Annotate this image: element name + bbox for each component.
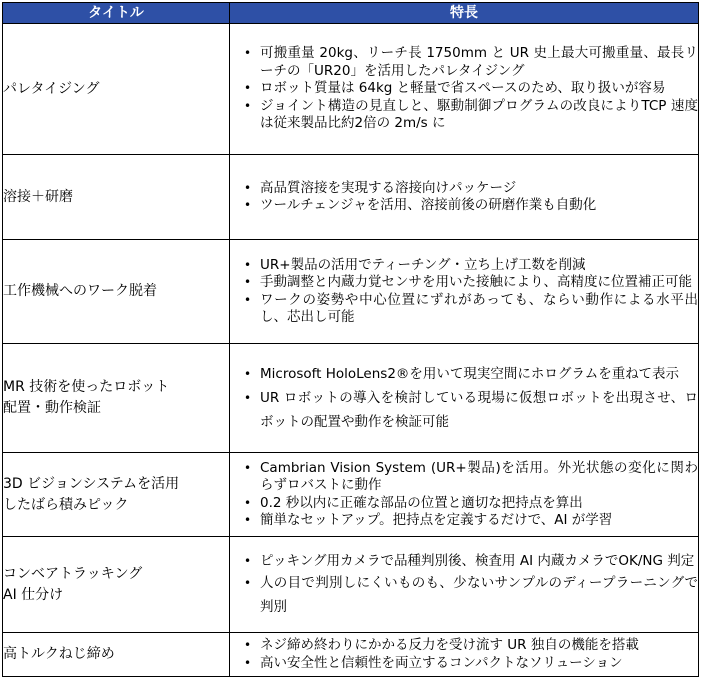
feature-item: • 高品質溶接を実現する溶接向けパッケージ: [244, 179, 517, 196]
row-features: [230, 24, 699, 155]
row-features: [230, 537, 699, 633]
header-features: 特長: [230, 3, 699, 24]
feature-item: • 高い安全性と信頼性を両立するコンパクトなソリューション: [244, 654, 623, 671]
bullet-icon: •: [244, 292, 252, 307]
feature-table: [2, 2, 699, 677]
table-row: [3, 155, 699, 240]
row-features: [230, 155, 699, 240]
feature-item: • Cambrian Vision System (UR+製品)を活用。外光状態の変化に関わらずロバストに動作: [244, 459, 698, 493]
feature-item: • 簡単なセットアップ。把持点を定義するだけで、AI が学習: [244, 512, 613, 528]
feature-item: • 手動調整と内蔵力覚センサを用いた接触により、高精度に位置補正可能: [244, 274, 692, 290]
table-row: [3, 453, 699, 537]
bullet-icon: •: [244, 513, 252, 527]
bullet-icon: •: [244, 638, 252, 652]
row-title: [3, 24, 230, 155]
table-row: [3, 240, 699, 344]
row-title: [3, 240, 230, 344]
row-title: [3, 453, 230, 537]
feature-list: [230, 637, 698, 672]
feature-item: • ワークの姿勢や中心位置にずれがあっても、ならい動作による水平出し、芯出し可能: [244, 291, 698, 325]
bullet-icon: •: [244, 460, 252, 475]
row-title-line: 溶接＋研磨: [3, 188, 73, 205]
bullet-icon: •: [244, 367, 252, 381]
feature-list: [230, 45, 698, 133]
feature-item: • ロボット質量は 64kg と軽量で省スペースのため、取り扱いが容易: [244, 80, 666, 97]
bullet-icon: •: [244, 98, 252, 113]
row-title-line: パレタイジング: [3, 80, 100, 97]
feature-list: [230, 362, 698, 434]
table-row: [3, 344, 699, 453]
feature-list: [230, 180, 698, 215]
bullet-icon: •: [244, 81, 252, 96]
bullet-icon: •: [244, 46, 252, 61]
feature-list: [230, 460, 698, 530]
header-row: [3, 3, 699, 24]
row-features: [230, 633, 699, 677]
row-title: [3, 344, 230, 453]
feature-item: • ツールチェンジャを活用、溶接前後の研磨作業も自動化: [244, 197, 597, 213]
table-row: [3, 633, 699, 677]
row-title-line: したばら積みピック: [3, 496, 129, 513]
row-title-line: AI 仕分け: [3, 586, 64, 603]
row-title: [3, 537, 230, 633]
bullet-icon: •: [244, 180, 252, 195]
bullet-icon: •: [244, 495, 252, 510]
table-row: [3, 537, 699, 633]
row-title-line: 配置・動作検証: [3, 400, 101, 416]
row-features: [230, 240, 699, 344]
row-features: [230, 344, 699, 453]
table-row: [3, 24, 699, 155]
bullet-icon: •: [244, 575, 252, 590]
bullet-icon: •: [244, 553, 252, 568]
feature-item: • Microsoft HoloLens2®を用いて現実空間にホログラムを重ねて表示: [230, 362, 698, 386]
feature-item: • ネジ締め終わりにかかる反力を受け流す UR 独自の機能を搭載: [244, 637, 639, 653]
feature-item: • ピッキング用カメラで品種判別後、検査用 AI 内蔵カメラでOK/NG 判定: [244, 552, 695, 569]
feature-item: • UR ロボットの導入を検討している現場に仮想ロボットを出現させ、ロボットの配置や動作を検証可能: [230, 386, 698, 434]
row-title-line: MR 技術を使ったロボット: [3, 379, 170, 395]
bullet-icon: •: [244, 275, 252, 289]
row-title-line: 工作機械へのワーク脱着: [3, 283, 157, 299]
feature-item: • 0.2 秒以内に正確な部品の位置と適切な把持点を算出: [244, 494, 583, 511]
bullet-icon: •: [244, 391, 252, 405]
row-title-line: 高トルクねじ締め: [3, 646, 115, 662]
bullet-icon: •: [244, 198, 252, 212]
feature-item: • UR+製品の活用でティーチング・立ち上げ工数を削減: [244, 256, 586, 273]
feature-item: • ジョイント構造の見直しと、駆動制御プログラムの改良によりTCP 速度は従来製品比約2倍の 2m/s に: [244, 97, 698, 132]
bullet-icon: •: [244, 655, 252, 670]
feature-item: • 人の目で判別しにくいものも、少ないサンプルのディープラーニングで判別: [230, 571, 698, 619]
row-title: [3, 633, 230, 677]
header-title: タイトル: [3, 3, 230, 24]
row-features: [230, 453, 699, 537]
feature-list: [230, 551, 698, 619]
feature-item: • 可搬重量 20kg、リーチ長 1750mm と UR 史上最大可搬重量、最長リーチの「UR20」を活用したパレタイジング: [244, 45, 698, 79]
row-title-line: 3D ビジョンシステムを活用: [3, 475, 180, 492]
bullet-icon: •: [244, 257, 252, 272]
row-title: [3, 155, 230, 240]
row-title-line: コンベアトラッキング: [3, 565, 143, 582]
feature-list: [230, 257, 698, 327]
